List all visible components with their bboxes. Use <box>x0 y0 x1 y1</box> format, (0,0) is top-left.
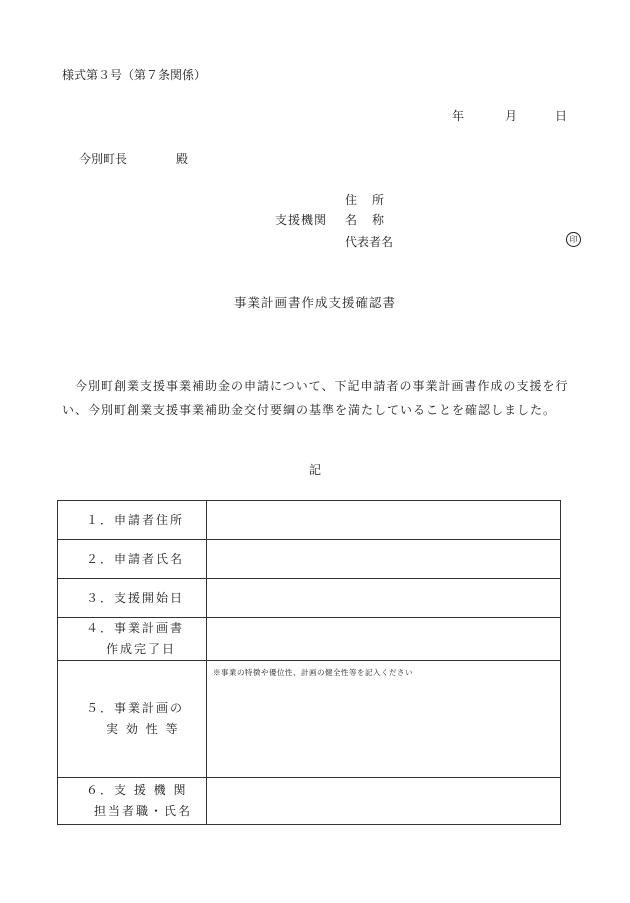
support-organization-label: 支援機関 <box>275 213 328 227</box>
row-label: １．申請者住所 <box>58 501 207 540</box>
addressee-honorific: 殿 <box>176 152 189 166</box>
table-row <box>58 579 561 618</box>
table-row <box>58 618 561 661</box>
row-label: ３．支援開始日 <box>58 579 207 618</box>
row-label: ６．支 援 機 関 担当者職・氏名 <box>58 778 207 825</box>
staff-title-name-field[interactable] <box>207 778 561 825</box>
document-title: 事業計画書作成支援確認書 <box>233 295 396 310</box>
table-row <box>58 778 561 825</box>
table-row <box>58 540 561 579</box>
row-label: ５．事業計画の 実 効 性 等 <box>58 661 207 778</box>
applicant-address-field[interactable] <box>207 501 561 540</box>
organization-representative-label: 代表者名 <box>345 235 394 249</box>
row-label: ２．申請者氏名 <box>58 540 207 579</box>
addressee-name: 今別町長 <box>79 152 128 166</box>
ki-mark: 記 <box>308 463 321 477</box>
body-paragraph: 今別町創業支援事業補助金の申請について、下記申請者の事業計画書作成の支援を行い、今別町創業支援事業補助金交付要綱の基準を満たしていることを確認しました。 <box>62 379 569 417</box>
plan-completion-date-field[interactable] <box>207 618 561 661</box>
applicant-name-field[interactable] <box>207 540 561 579</box>
row-label: ４．事業計画書 作成完了日 <box>58 618 207 661</box>
date-month-label: 月 <box>505 109 518 123</box>
seal-mark: 印 <box>566 232 581 247</box>
plan-effectiveness-field[interactable] <box>207 661 561 778</box>
effectiveness-hint: ※事業の特徴や優位性、計画の健全性等を記入ください <box>213 668 413 677</box>
organization-address-label: 住所 <box>345 193 400 207</box>
table-row <box>58 501 561 540</box>
date-year-label: 年 <box>452 109 465 123</box>
support-start-date-field[interactable] <box>207 579 561 618</box>
form-number: 様式第３号（第７条関係） <box>62 68 207 82</box>
organization-name-label: 名称 <box>345 213 400 227</box>
date-day-label: 日 <box>555 109 568 123</box>
table-row <box>58 661 561 778</box>
record-table <box>57 500 561 825</box>
